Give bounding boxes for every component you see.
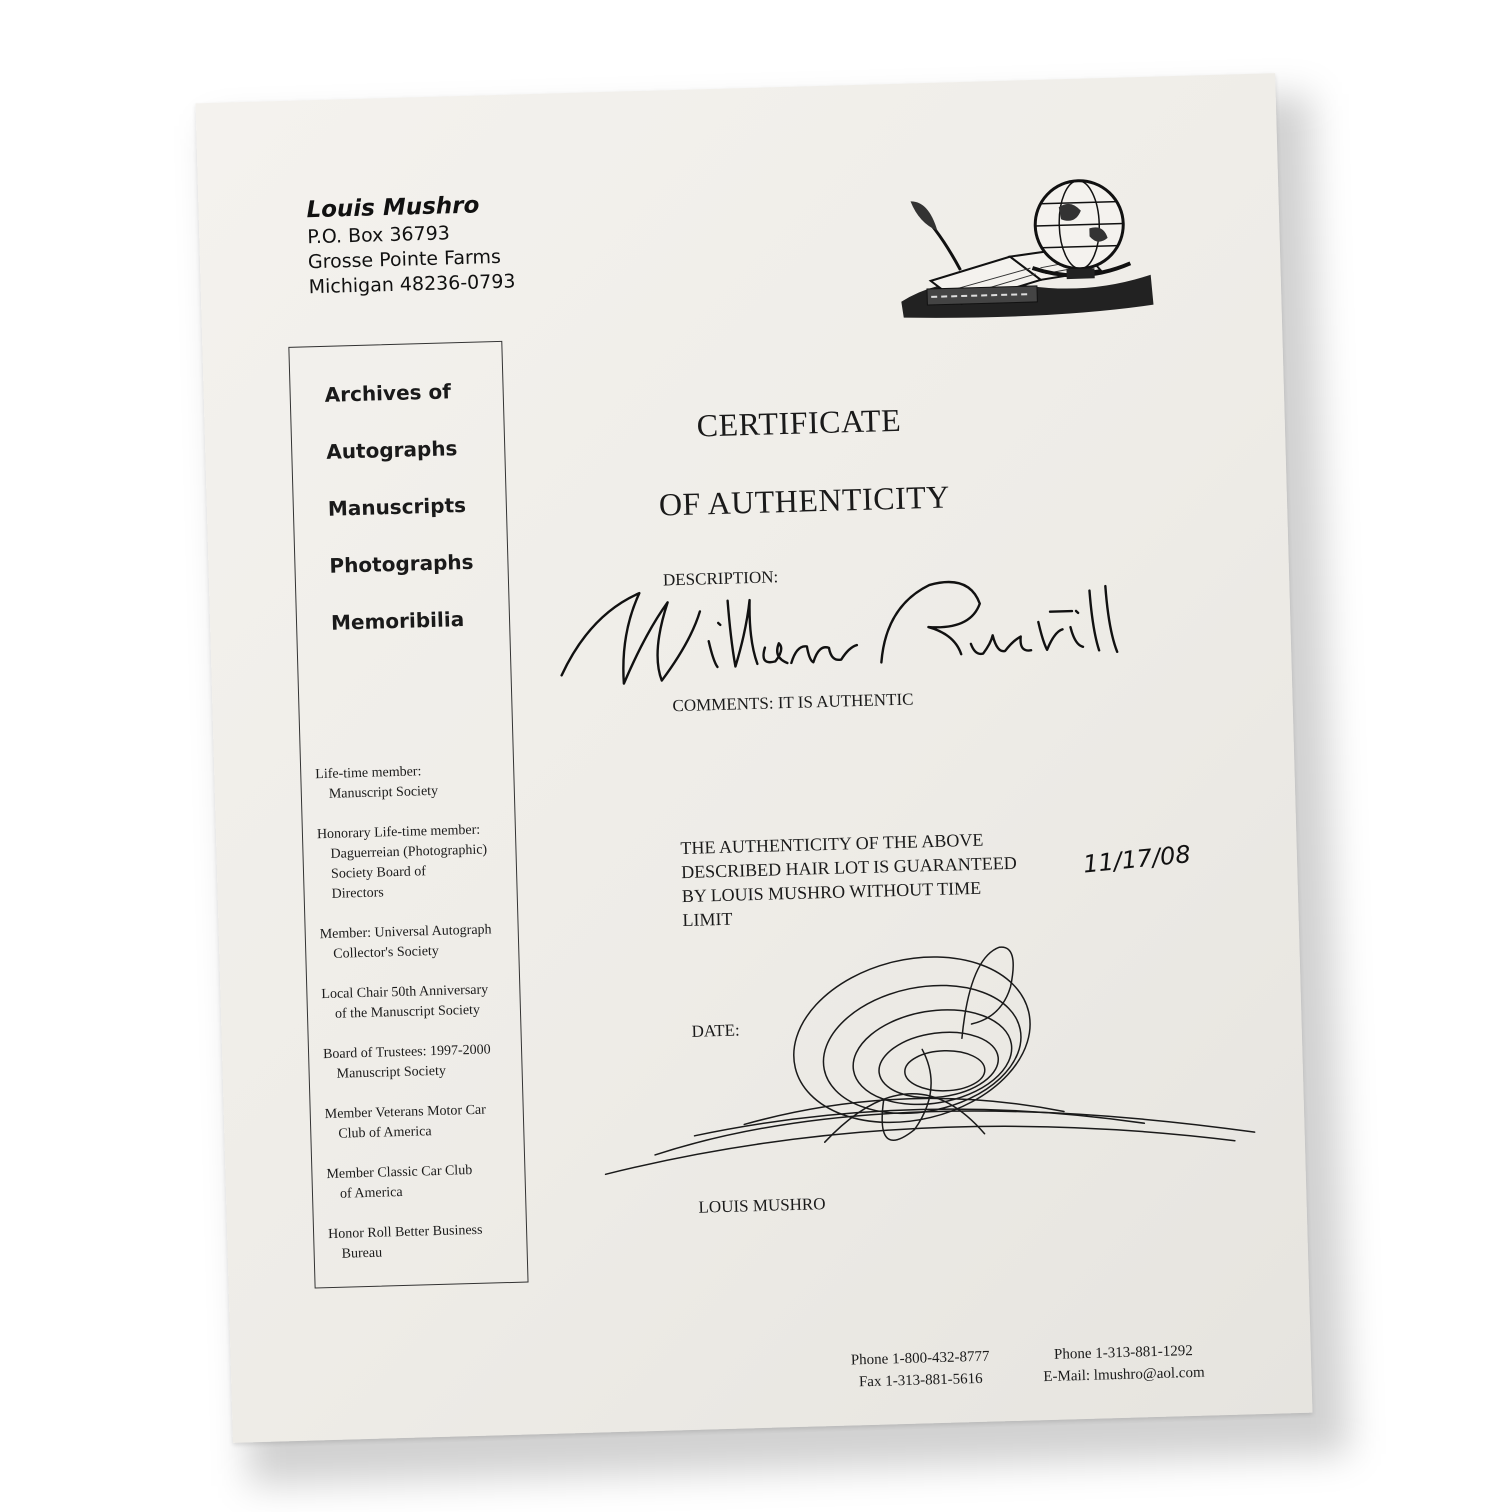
letterhead-address (306, 193, 516, 301)
contact-phone-fax (851, 1346, 991, 1394)
phone-local: Phone 1-313-881-1292 (1053, 1342, 1193, 1363)
mushro-signature (579, 920, 1266, 1189)
email-address: E-Mail: lmushro@aol.com (1043, 1364, 1205, 1386)
address-line-3: Michigan 48236-0793 (308, 270, 516, 299)
contact-phone-email (1042, 1340, 1204, 1388)
book-and-globe-icon (888, 165, 1157, 322)
sidebar-box (288, 341, 528, 1289)
category-archives: Archives of (324, 379, 452, 407)
certificate-title-line-2: OF AUTHENTICITY (658, 478, 951, 523)
certificate-page (196, 73, 1313, 1443)
membership-item: Board of Trustees: 1997-2000 Manuscript Society (322, 1042, 491, 1082)
handwritten-date: 11/17/08 (1081, 840, 1192, 879)
description-label: DESCRIPTION: (662, 567, 779, 590)
membership-item: Member Veterans Motor Car Club of America (324, 1102, 487, 1142)
category-autographs: Autographs (325, 436, 458, 464)
certificate-title-line-1: CERTIFICATE (696, 401, 902, 444)
address-line-1: P.O. Box 36793 (306, 222, 451, 249)
category-memorabilia: Memoribilia (330, 607, 465, 635)
authenticity-statement: THE AUTHENTICITY OF THE ABOVE DESCRIBED HAIR LOT IS GUARANTEED BY LOUIS MUSHRO WITHOUT TIME LIMIT (680, 829, 1017, 931)
category-photographs: Photographs (329, 549, 474, 578)
membership-item: Member: Universal Autograph Collector's Society (319, 922, 492, 962)
membership-item: Honor Roll Better Business Bureau (327, 1222, 483, 1262)
membership-item: Honorary Life-time member: Daguerreian (Photographic) Society Board of Directors (316, 822, 488, 902)
quantrill-signature (549, 559, 1152, 706)
membership-item: Local Chair 50th Anniversary of the Manuscript Society (321, 982, 489, 1022)
membership-item: Member Classic Car Club of America (326, 1163, 473, 1202)
address-line-2: Grosse Pointe Farms (307, 245, 502, 274)
category-manuscripts: Manuscripts (327, 492, 467, 521)
signer-name: LOUIS MUSHRO (698, 1194, 826, 1217)
phone-toll-free: Phone 1-800-432-8777 (850, 1348, 990, 1369)
comments-text: COMMENTS: IT IS AUTHENTIC (672, 689, 914, 716)
fax-number: Fax 1-313-881-5616 (858, 1370, 983, 1391)
membership-item: Life-time member: Manuscript Society (315, 764, 439, 802)
date-label: DATE: (691, 1020, 741, 1041)
letterhead-name: Louis Mushro (306, 192, 480, 224)
